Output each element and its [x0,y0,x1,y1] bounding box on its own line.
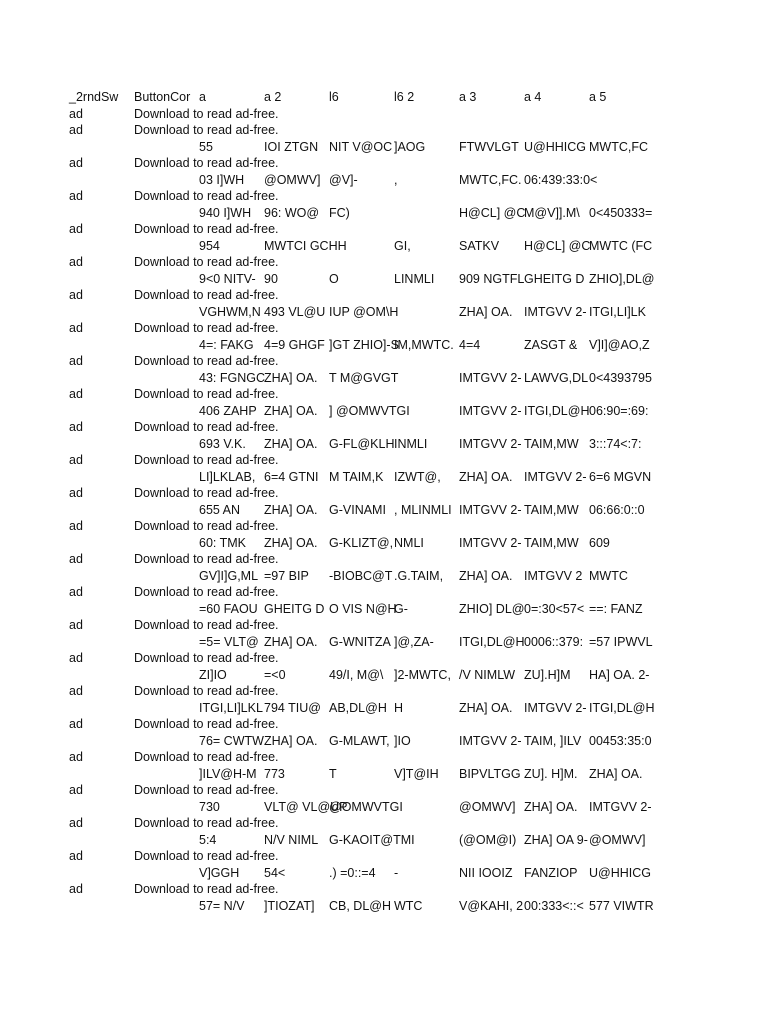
header-row [0,89,768,106]
table-cell: 06:90=:69: [589,403,649,418]
table-row [0,799,768,816]
table-row [0,271,768,288]
table-cell: 609 [589,535,610,550]
header-cell: a 5 [589,90,607,104]
table-cell: TAIM,MW [524,502,579,517]
table-row [0,436,768,453]
ad-message: Download to read ad-free. [134,222,279,236]
ad-row [0,551,768,568]
table-cell: 0006::379: [524,634,584,649]
table-cell: ZHA] OA. [264,436,318,451]
table-cell: MWTC,FC. [459,172,522,187]
table-cell: G-FL@KLH [329,436,395,451]
table-cell: FC) [329,205,350,220]
table-cell: ITGI,LI]LK [589,304,646,319]
table-row [0,238,768,255]
table-cell: LINMLI [394,271,435,286]
table-row [0,370,768,387]
table-cell: GV]I]G,ML [199,568,259,583]
table-cell: ZHIO] DL@ [459,601,525,616]
ad-message: Download to read ad-free. [134,552,279,566]
ad-message: Download to read ad-free. [134,684,279,698]
table-cell: ZHA] OA. [264,535,318,550]
ad-label: ad [69,585,83,599]
table-cell: ZU].H]M [524,667,571,682]
ad-message: Download to read ad-free. [134,453,279,467]
ad-label: ad [69,651,83,665]
table-cell: 54< [264,865,286,880]
table-cell: TAIM,MW [524,535,579,550]
table-row [0,337,768,354]
table-cell: ZHA] OA. [264,733,318,748]
ad-label: ad [69,849,83,863]
table-cell: IMTGVV 2- [524,700,587,715]
table-row [0,634,768,651]
table-cell: 55 [199,139,213,154]
table-cell: ITGI,DL@H [524,403,590,418]
table-cell: NIT V@OC [329,139,393,154]
table-cell: ZI]IO [199,667,227,682]
table-row [0,601,768,618]
table-cell: MWTC (FC [589,238,653,253]
table-cell: MWTC,FC [589,139,649,154]
table-cell: 76= CWTW [199,733,264,748]
ad-row [0,485,768,502]
table-cell: 6=6 MGVN [589,469,652,484]
table-row [0,139,768,156]
ad-row [0,155,768,172]
table-cell: O [329,271,339,286]
table-cell: ] @OMWVTGI [329,403,410,418]
table-cell: WTC [394,898,423,913]
table-cell: VLT@ VL@UP [264,799,348,814]
ad-row [0,419,768,436]
table-cell: =97 BIP [264,568,309,583]
table-cell: LAWVG,DL [524,370,589,385]
ad-row [0,386,768,403]
table-cell: MWTC [589,568,628,583]
table-cell: TAIM,MW [524,436,579,451]
table-cell: GHEITG D [264,601,325,616]
ad-label: ad [69,420,83,434]
table-cell: G-VINAMI [329,502,386,517]
table-cell: ZHA] OA. [459,700,513,715]
ad-label: ad [69,453,83,467]
table-cell: 794 TIU@ [264,700,321,715]
ad-message: Download to read ad-free. [134,783,279,797]
ad-label: ad [69,486,83,500]
table-row [0,502,768,519]
ad-label: ad [69,354,83,368]
table-cell: GI, [394,238,411,253]
table-cell: @OMWV] [264,172,321,187]
table-cell: SATKV [459,238,500,253]
table-cell: 00453:35:0 [589,733,652,748]
table-cell: ]TIOZAT] [264,898,315,913]
table-cell: G-KAOIT@TMI [329,832,415,847]
table-cell: IMTGVV 2- [459,733,522,748]
table-cell: M TAIM,K [329,469,384,484]
ad-row [0,716,768,733]
table-cell: M@V]].M\ [524,205,580,220]
table-cell: 06:439:33:0< [524,172,598,187]
ad-label: ad [69,717,83,731]
ad-label: ad [69,519,83,533]
table-row [0,865,768,882]
table-cell: G-MLAWT, [329,733,390,748]
table-cell: ZASGT & [524,337,578,352]
ad-row [0,287,768,304]
ad-label: ad [69,684,83,698]
table-cell: 9<0 NITV- [199,271,256,286]
ad-label: ad [69,222,83,236]
ad-row [0,106,768,123]
table-cell: 4=4 [459,337,481,352]
table-cell: =57 IPWVL [589,634,653,649]
table-cell: O VIS N@H [329,601,397,616]
table-cell: 03 I]WH [199,172,245,187]
table-cell: 909 NGTFL [459,271,525,286]
table-cell: ZHA] OA. [264,403,318,418]
table-cell: .) =0::=4 [329,865,376,880]
table-cell: =60 FAOU [199,601,258,616]
table-cell: U@HHICG [524,139,586,154]
header-cell: _2rndSw [69,90,119,104]
table-cell: ZHA] OA. [459,568,513,583]
table-cell: G-WNITZA [329,634,391,649]
ad-row [0,518,768,535]
header-cell: l6 2 [394,90,415,104]
ad-row [0,188,768,205]
table-cell: ZHA] OA. [264,634,318,649]
header-cell: a 3 [459,90,477,104]
table-row [0,535,768,552]
ad-message: Download to read ad-free. [134,420,279,434]
ad-row [0,650,768,667]
ad-message: Download to read ad-free. [134,651,279,665]
table-cell: ]AOG [394,139,426,154]
table-cell: IUP @OM\H [329,304,399,319]
table-cell: H [394,700,404,715]
table-cell: G-KLIZT@, [329,535,394,550]
table-cell: ]IO [394,733,411,748]
table-row [0,205,768,222]
ad-message: Download to read ad-free. [134,255,279,269]
ad-message: Download to read ad-free. [134,618,279,632]
table-cell: LI]LKLAB, [199,469,256,484]
ad-label: ad [69,783,83,797]
ad-message: Download to read ad-free. [134,387,279,401]
table-cell: 0<450333= [589,205,653,220]
ad-label: ad [69,123,83,137]
table-row [0,304,768,321]
table-cell: 0=:30<57< [524,601,585,616]
ad-row [0,815,768,832]
table-cell: IM,MWTC. [394,337,454,352]
table-cell: MWTCI GCHH [264,238,347,253]
table-cell: V]T@IH [394,766,439,781]
ad-label: ad [69,189,83,203]
table-cell: =5= VLT@ [199,634,259,649]
table-cell: 57= N/V [199,898,245,913]
ad-row [0,221,768,238]
table-cell: 49/I, M@\ [329,667,384,682]
table-cell: 43: FGNGC [199,370,265,385]
table-cell: 60: TMK [199,535,247,550]
table-cell: 655 AN [199,502,241,517]
header-cell: l6 [329,90,339,104]
table-cell: 0<4393795 [589,370,652,385]
ad-label: ad [69,816,83,830]
table-cell: AB,DL@H [329,700,387,715]
ad-message: Download to read ad-free. [134,816,279,830]
table-cell: N/V NIML [264,832,319,847]
table-cell: 00:333<::< [524,898,584,913]
ad-message: Download to read ad-free. [134,106,279,121]
ad-message: Download to read ad-free. [134,519,279,533]
table-cell: ZHIO],DL@ [589,271,655,286]
table-row [0,766,768,783]
table-cell: 693 V.K. [199,436,246,451]
ad-message: Download to read ad-free. [134,189,279,203]
ad-row [0,584,768,601]
ad-row [0,782,768,799]
table-cell: 3:::74<:7: [589,436,642,451]
table-cell: IMTGVV 2- [524,469,587,484]
ad-row [0,320,768,337]
table-cell: 96: WO@ [264,205,320,220]
header-cell: a 2 [264,90,282,104]
table-cell: 773 [264,766,285,781]
table-row [0,832,768,849]
table-cell: GHEITG D [524,271,585,286]
table-cell: @V]- [329,172,358,187]
table-cell: 406 ZAHP [199,403,257,418]
table-cell: -BIOBC@T [329,568,393,583]
table-cell: ZHA] OA. [524,799,578,814]
table-cell: 940 I]WH [199,205,252,220]
table-cell: /V NIMLW [459,667,516,682]
table-cell: ZU]. H]M. [524,766,578,781]
table-cell: T [329,766,337,781]
ad-row [0,254,768,271]
ad-label: ad [69,288,83,302]
ad-row [0,749,768,766]
table-cell: IMTGVV 2- [459,436,522,451]
ad-message: Download to read ad-free. [134,288,279,302]
table-cell: G- [394,601,408,616]
table-cell: ITGI,LI]LKL [199,700,263,715]
ad-label: ad [69,387,83,401]
table-cell: =<0 [264,667,286,682]
table-cell: V]I]@AO,Z [589,337,650,352]
table-cell: ]@,ZA- [394,634,434,649]
table-cell: FANZIOP [524,865,578,880]
table-cell: , MLINMLI [394,502,452,517]
table-cell: IMTGVV 2- [459,370,522,385]
table-cell: (@OM@I) [459,832,517,847]
table-cell: ZHA] OA. [459,304,513,319]
table-cell: - [394,865,399,880]
ad-message: Download to read ad-free. [134,156,279,170]
table-cell: ITGI,DL@H [459,634,525,649]
table-row [0,667,768,684]
ad-row [0,452,768,469]
ad-message: Download to read ad-free. [134,354,279,368]
ad-row [0,122,768,139]
ad-message: Download to read ad-free. [134,486,279,500]
table-cell: 6=4 GTNI [264,469,319,484]
table-cell: ]2-MWTC, [394,667,451,682]
table-cell: IMTGVV 2- [589,799,652,814]
table-cell: 4=: FAKG [199,337,254,352]
table-cell: HA] OA. 2- [589,667,650,682]
table-cell: .G.TAIM, [394,568,444,583]
ad-message: Download to read ad-free. [134,123,279,137]
ad-label: ad [69,321,83,335]
table-cell: ZHA] OA. [264,502,318,517]
ad-message: Download to read ad-free. [134,585,279,599]
table-cell: 06:66:0::0 [589,502,645,517]
table-cell: NMLI [394,535,424,550]
table-cell: IOI ZTGN [264,139,319,154]
table-cell: INMLI [394,436,428,451]
table-cell: @OMWV] [589,832,646,847]
table-cell: 5:4 [199,832,217,847]
ad-row [0,617,768,634]
ad-label: ad [69,750,83,764]
table-cell: @OMWVTGI [329,799,403,814]
table-cell: IZWT@, [394,469,441,484]
table-cell: TAIM, ]ILV [524,733,582,748]
ad-label: ad [69,156,83,170]
table-cell: ==: FANZ [589,601,643,616]
ad-message: Download to read ad-free. [134,717,279,731]
table-cell: H@CL] @C [459,205,526,220]
table-cell: ZHA] OA. [459,469,513,484]
ad-message: Download to read ad-free. [134,321,279,335]
table-row [0,898,768,915]
table-cell: BIPVLTGG [459,766,521,781]
table-cell: IMTGVV 2- [459,535,522,550]
ad-message: Download to read ad-free. [134,849,279,863]
table-row [0,403,768,420]
table-row [0,733,768,750]
table-cell: IMTGVV 2- [524,304,587,319]
table-cell: NII IOOIZ [459,865,513,880]
ad-label: ad [69,882,83,896]
ad-row [0,683,768,700]
table-cell: ]ILV@H-M [199,766,257,781]
table-cell: ITGI,DL@H [589,700,655,715]
table-cell: ZHA] OA. [589,766,643,781]
ad-message: Download to read ad-free. [134,882,279,896]
spreadsheet-grid [0,89,768,914]
header-cell: ButtonCor [134,90,191,104]
table-cell: FTWVLGT [459,139,519,154]
table-cell: V]GGH [199,865,240,880]
ad-row [0,881,768,898]
header-cell: a [199,90,206,104]
ad-row [0,848,768,865]
ad-label: ad [69,255,83,269]
ad-row [0,353,768,370]
ad-label: ad [69,552,83,566]
table-cell: @OMWV] [459,799,516,814]
table-cell: T M@GVGT [329,370,399,385]
table-cell: 4=9 GHGF [264,337,325,352]
ad-message: Download to read ad-free. [134,750,279,764]
ad-label: ad [69,106,83,121]
table-row [0,172,768,189]
table-cell: CB, DL@H [329,898,392,913]
table-cell: , [394,172,398,187]
table-cell: VGHWM,N [199,304,261,319]
table-cell: 577 VIWTR [589,898,654,913]
table-cell: H@CL] @C [524,238,591,253]
ad-label: ad [69,618,83,632]
table-cell: U@HHICG [589,865,651,880]
table-cell: IMTGVV 2- [459,502,522,517]
table-cell: ZHA] OA. [264,370,318,385]
table-row [0,700,768,717]
table-cell: IMTGVV 2 [524,568,583,583]
table-cell: ]GT ZHIO]-S [329,337,399,352]
table-cell: 954 [199,238,220,253]
table-cell: V@KAHI, 2 [459,898,524,913]
table-cell: 493 VL@U [264,304,326,319]
table-cell: IMTGVV 2- [459,403,522,418]
table-cell: 730 [199,799,220,814]
table-row [0,469,768,486]
table-cell: 90 [264,271,278,286]
header-cell: a 4 [524,90,542,104]
table-row [0,568,768,585]
table-cell: ZHA] OA 9- [524,832,588,847]
